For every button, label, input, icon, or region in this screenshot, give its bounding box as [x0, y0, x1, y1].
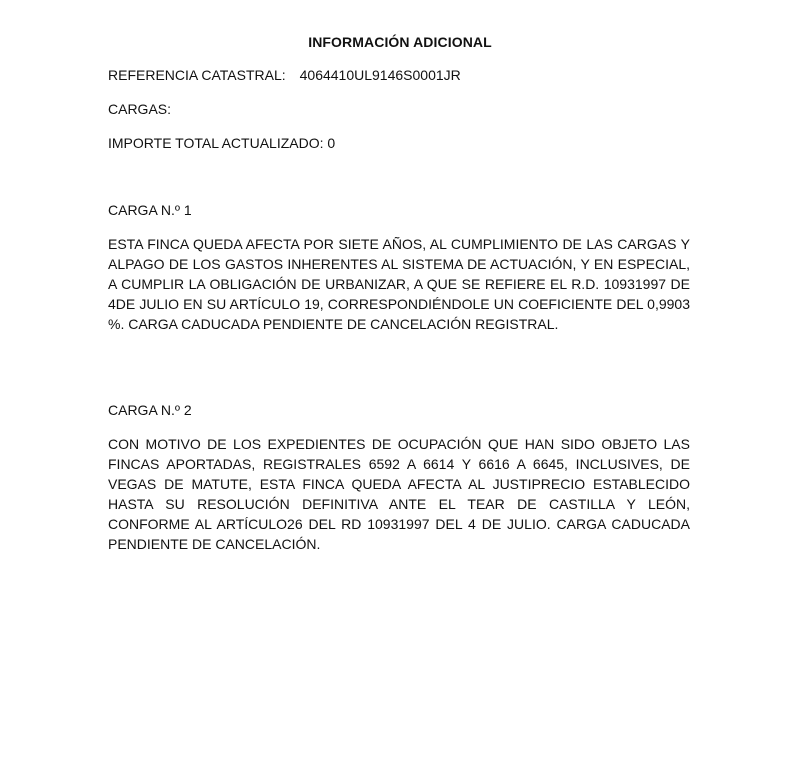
carga-2-heading: CARGA N.º 2 [108, 402, 192, 418]
referencia-catastral-row [108, 67, 461, 83]
carga-2-text: CON MOTIVO DE LOS EXPEDIENTES DE OCUPACIÓN QUE HAN SIDO OBJETO LAS FINCAS APORTADAS, REGISTRALES 6592 A 6614 Y 6616 A 6645, INCLUSIVES, DE VEGAS DE MATUTE, ESTA FINCA QUEDA AFECTA AL JUSTIPRECIO ESTABLECIDO HASTA SU RESOLUCIÓN DEFINITIVA ANTE EL TEAR DE CASTILLA Y LEÓN, CONFORME AL ARTÍCULO26 DEL RD 10931997 DEL 4 DE JULIO. CARGA CADUCADA PENDIENTE DE CANCELACIÓN. [108, 436, 690, 552]
document-title: INFORMACIÓN ADICIONAL [308, 34, 492, 50]
importe-total: IMPORTE TOTAL ACTUALIZADO: 0 [108, 135, 336, 151]
referencia-catastral-label: REFERENCIA CATASTRAL: [108, 67, 286, 83]
cargas-label: CARGAS: [108, 101, 172, 117]
carga-1-heading: CARGA N.º 1 [108, 202, 192, 218]
referencia-catastral-value: 4064410UL9146S0001JR [299, 67, 461, 83]
carga-1-text: ESTA FINCA QUEDA AFECTA POR SIETE AÑOS, AL CUMPLIMIENTO DE LAS CARGAS Y ALPAGO DE LOS GASTOS INHERENTES AL SISTEMA DE ACTUACIÓN, Y EN ESPECIAL, A CUMPLIR LA OBLIGACIÓN DE URBANIZAR, A QUE SE REFIERE EL R.D. 10931997 DE 4DE JULIO EN SU ARTÍCULO 19, CORRESPONDIÉNDOLE UN COEFICIENTE DEL 0,9903 %. CARGA CADUCADA PENDIENTE DE CANCELACIÓN REGISTRAL. [108, 236, 690, 332]
